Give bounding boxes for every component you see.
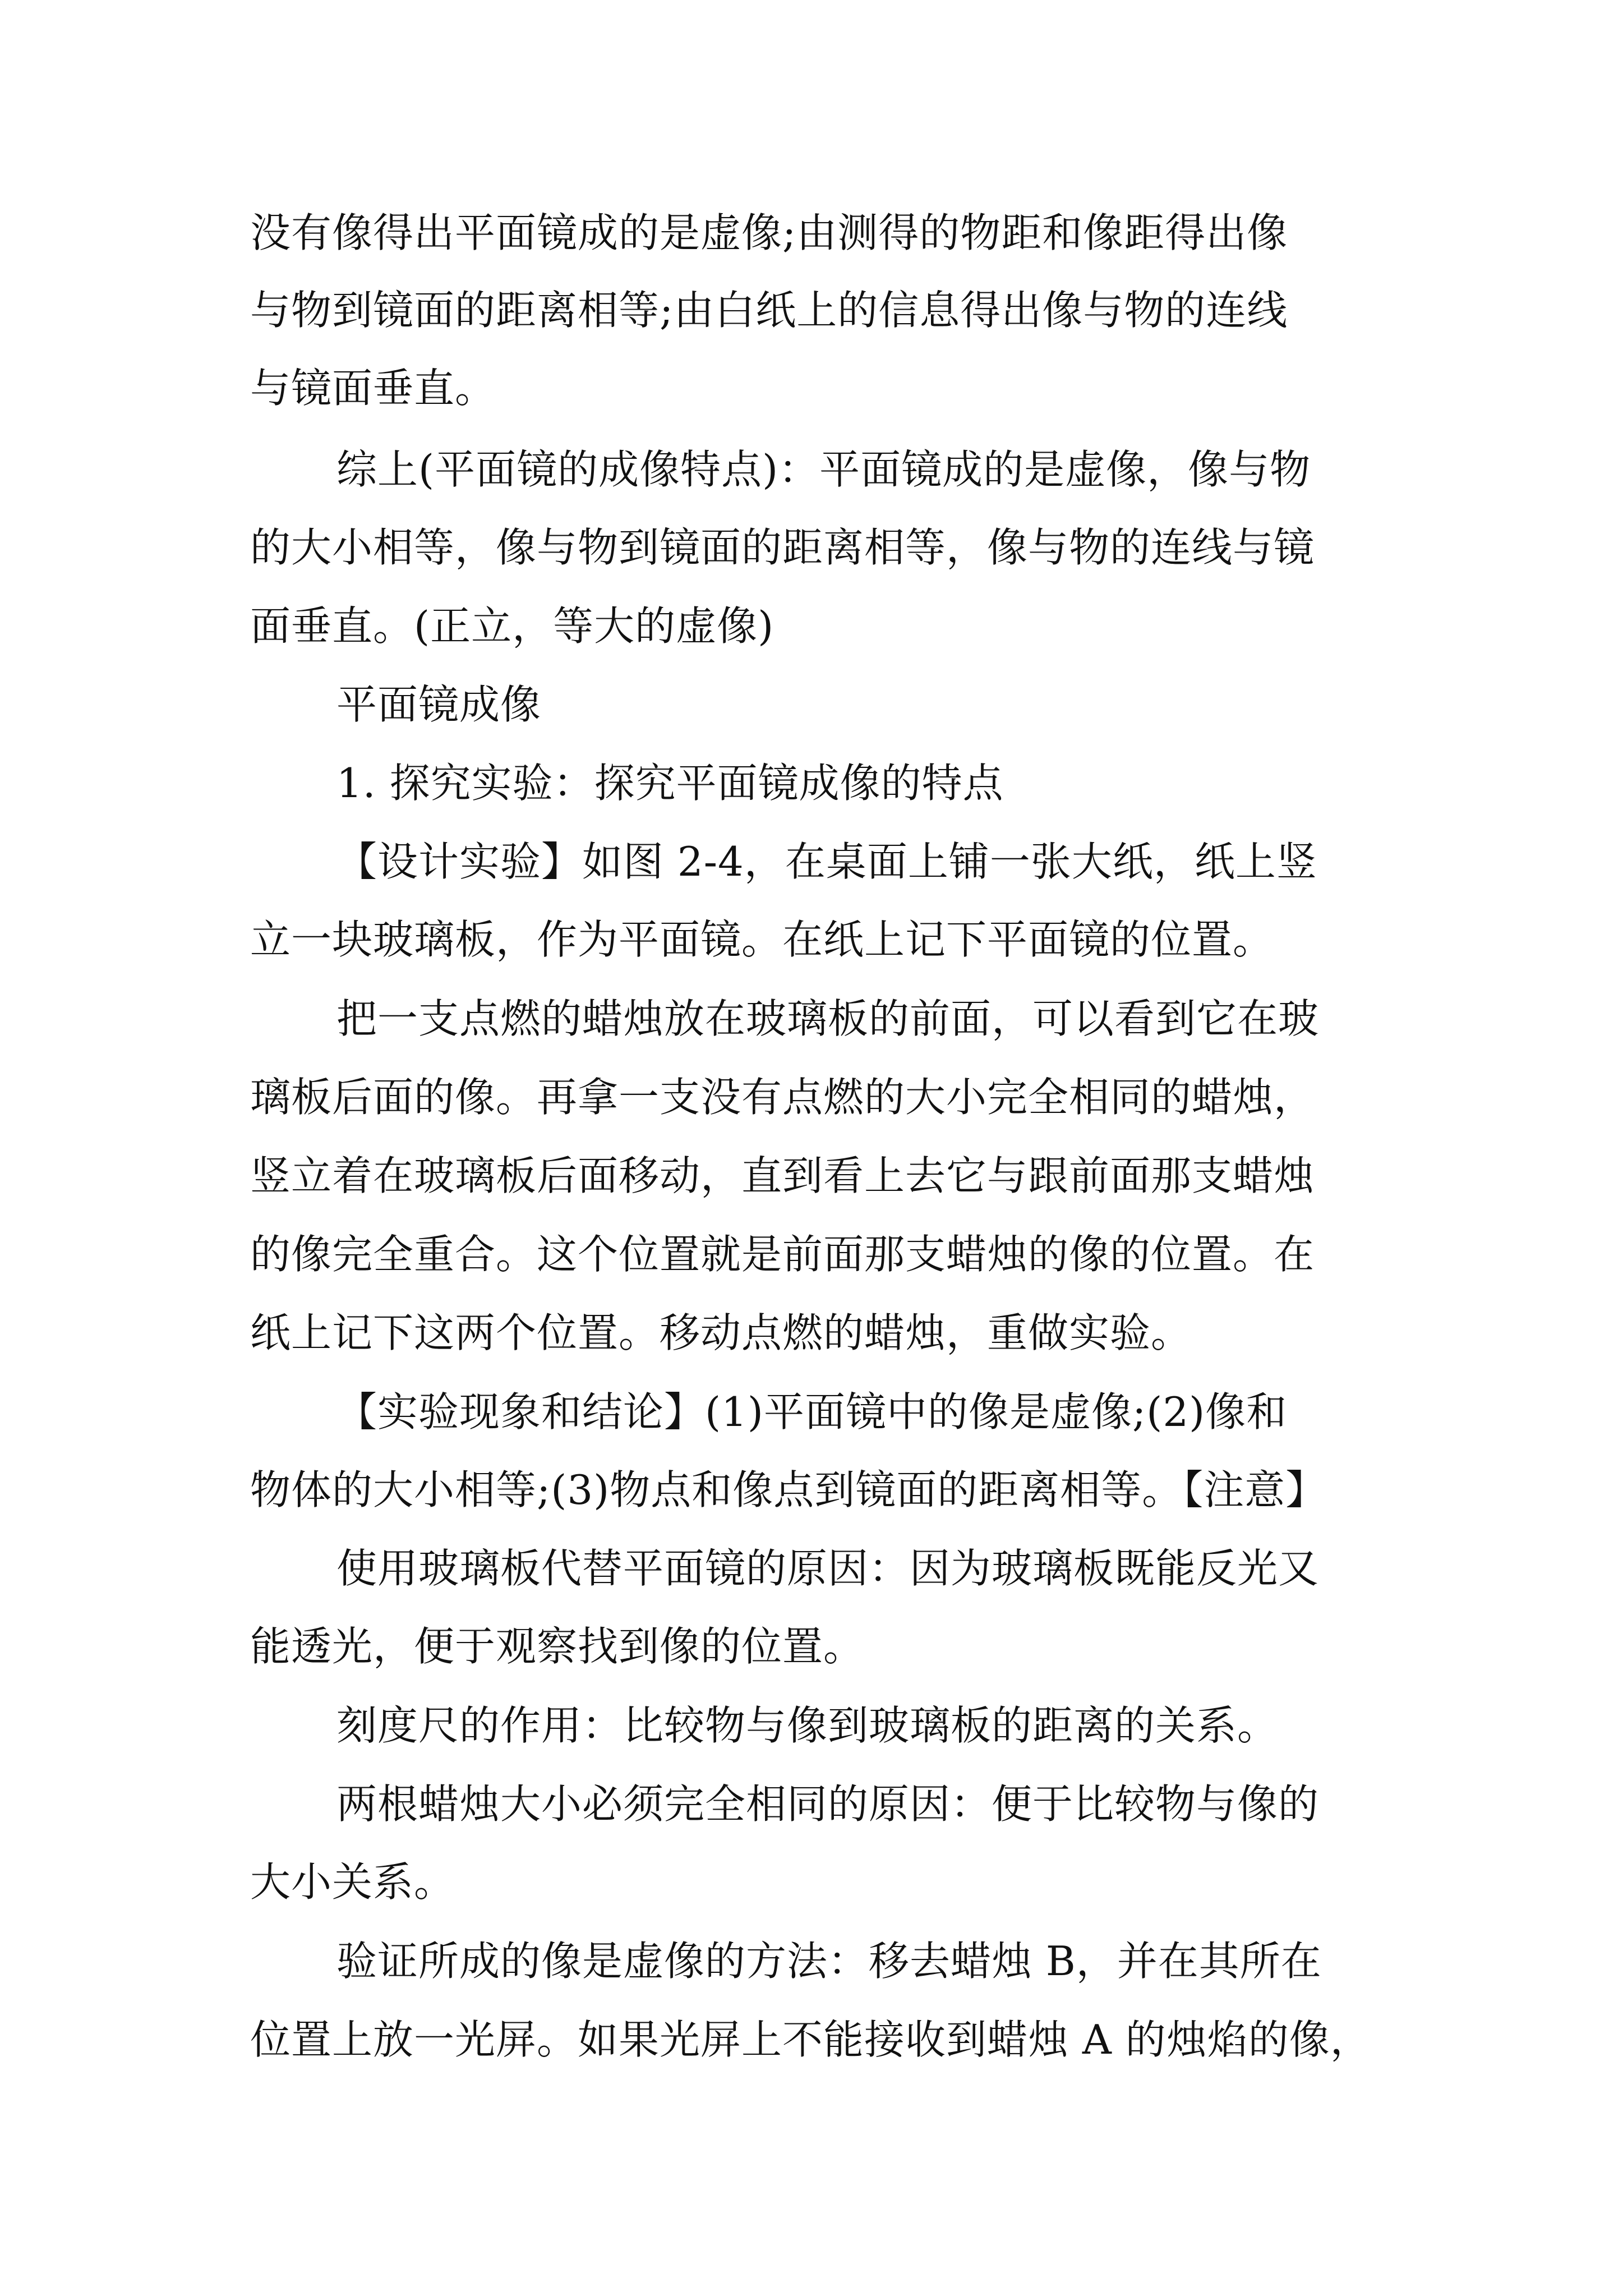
text-line: 竖立着在玻璃板后面移动，直到看上去它与跟前面那支蜡烛: [250, 1152, 1315, 1199]
text-line: 1. 探究实验：探究平面镜成像的特点: [336, 760, 1004, 807]
section-heading: 平面镜成像: [336, 681, 542, 728]
text-line: 把一支点燃的蜡烛放在玻璃板的前面，可以看到它在玻: [336, 995, 1320, 1042]
text-line: 位置上放一光屏。如果光屏上不能接收到蜡烛 A 的烛焰的像，: [250, 2016, 1371, 2063]
text-line: 【实验现象和结论】(1)平面镜中的像是虚像;(2)像和: [336, 1388, 1288, 1435]
text-line: 立一块玻璃板，作为平面镜。在纸上记下平面镜的位置。: [250, 916, 1274, 963]
text-line: 面垂直。(正立，等大的虚像): [250, 602, 774, 650]
text-line: 璃板后面的像。再拿一支没有点燃的大小完全相同的蜡烛，: [250, 1074, 1315, 1121]
text-line: 大小关系。: [250, 1858, 455, 1906]
text-line: 的大小相等，像与物到镜面的距离相等，像与物的连线与镜: [250, 524, 1315, 571]
text-line: 刻度尺的作用：比较物与像到玻璃板的距离的关系。: [336, 1702, 1279, 1749]
text-line: 使用玻璃板代替平面镜的原因：因为玻璃板既能反光又: [336, 1545, 1320, 1592]
text-line: 与物到镜面的距离相等;由白纸上的信息得出像与物的连线: [250, 287, 1288, 334]
text-line: 物体的大小相等;(3)物点和像点到镜面的距离相等。【注意】: [250, 1466, 1327, 1513]
text-line: 与镜面垂直。: [250, 365, 496, 412]
text-line: 纸上记下这两个位置。移动点燃的蜡烛，重做实验。: [250, 1309, 1192, 1356]
text-line: 没有像得出平面镜成的是虚像;由测得的物距和像距得出像: [250, 209, 1288, 256]
text-line: 两根蜡烛大小必须完全相同的原因：便于比较物与像的: [336, 1780, 1320, 1828]
text-line: 【设计实验】如图 2-4，在桌面上铺一张大纸，纸上竖: [336, 838, 1317, 885]
text-line: 的像完全重合。这个位置就是前面那支蜡烛的像的位置。在: [250, 1231, 1315, 1278]
text-line: 验证所成的像是虚像的方法：移去蜡烛 B，并在其所在: [336, 1938, 1322, 1985]
text-line: 能透光，便于观察找到像的位置。: [250, 1623, 865, 1670]
text-line: 综上(平面镜的成像特点)：平面镜成的是虚像，像与物: [336, 446, 1311, 493]
